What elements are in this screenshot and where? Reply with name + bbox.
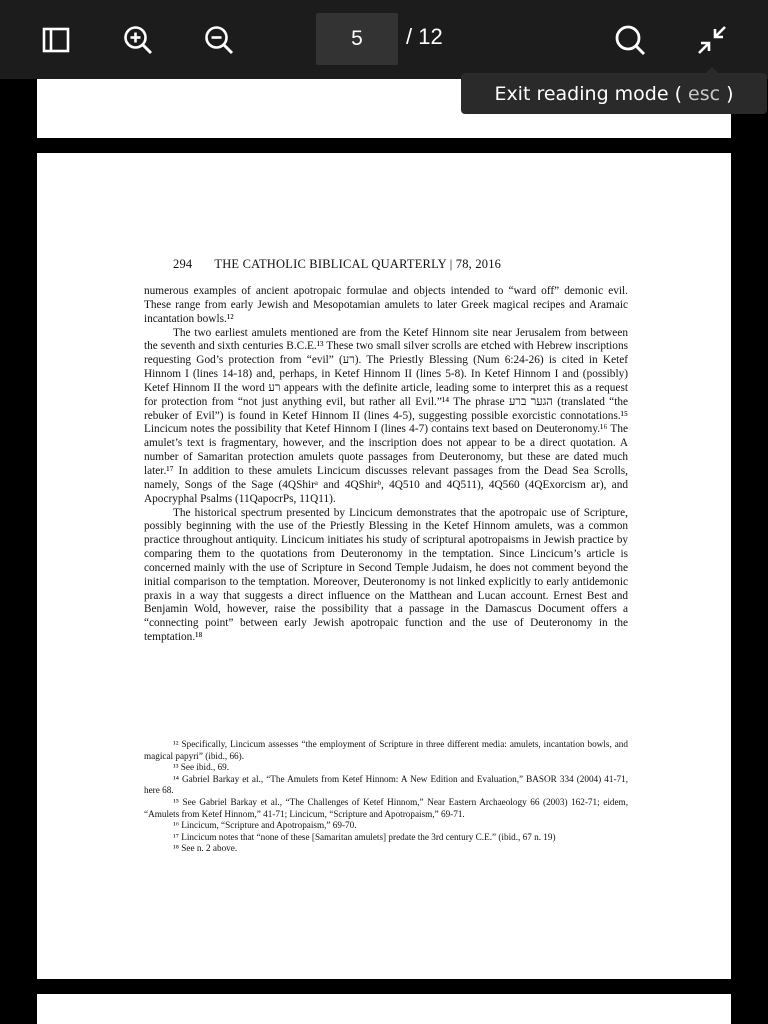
tooltip-close: ): [726, 82, 734, 105]
zoom-in-icon: [121, 23, 155, 57]
footnote: ¹⁶ Lincicum, “Scripture and Apotropaism,” 69-70.: [173, 820, 357, 831]
journal-title: THE CATHOLIC BIBLICAL QUARTERLY | 78, 2016: [214, 257, 502, 271]
running-head: [144, 257, 628, 272]
footnote: ¹² Specifically, Lincicum assesses “the employment of Scripture in three different media: amulets, incantation bowls, and magical papyri” (ibid., 66).: [144, 739, 628, 761]
footnote: ¹⁷ Lincicum notes that “none of these [Samaritan amulets] predate the 3rd century C.E.” (ibid., 67 n. 19): [173, 831, 556, 842]
paragraph: numerous examples of ancient apotropaic formulae and objects intended to “ward off” demonic evil. These range from early Jewish and Mesopotamian amulets to later Greek magical recipes and Aramaic incantation bowls.¹²: [144, 285, 628, 325]
page-total: / 12: [406, 24, 443, 49]
zoom-out-button[interactable]: [199, 20, 239, 60]
search-button[interactable]: [610, 20, 650, 60]
exit-reading-mode-button[interactable]: [692, 20, 732, 60]
sidebar-toggle-button[interactable]: [36, 20, 76, 60]
exit-reading-mode-tooltip: [461, 73, 767, 114]
footnote: ¹⁵ See Gabriel Barkay et al., “The Challenges of Ketef Hinnom,” Near Eastern Archaeology 66 (2003) 162-71; eidem, “Amulets from Ketef Hinnom,” 41-71; Lincicum, “Scripture and Apotropaism,” 69-71.: [144, 796, 628, 819]
footnotes: [144, 739, 628, 855]
zoom-out-icon: [202, 23, 236, 57]
reader-toolbar: [0, 0, 768, 79]
footnote: ¹⁴ Gabriel Barkay et al., “The Amulets from Ketef Hinnom: A New Edition and Evaluation,” BASOR 334 (2004) 41-71, here 68.: [144, 773, 628, 796]
current-page-sheet: [37, 153, 731, 979]
page-number-label: 294: [173, 257, 193, 271]
footnote: ¹⁸ See n. 2 above.: [173, 843, 238, 854]
footnote: ¹³ See ibid., 69.: [173, 762, 230, 773]
sidebar-icon: [39, 23, 73, 57]
search-icon: [613, 23, 647, 57]
minimize-arrows-icon: [695, 23, 729, 57]
page-number-input[interactable]: 5: [316, 13, 398, 65]
body-text: [144, 285, 628, 645]
paragraph: The two earliest amulets mentioned are from the Ketef Hinnom site near Jerusalem from between the seventh and sixth centuries B.C.E.¹³ These two small silver scrolls are etched with Hebrew inscriptions requesting God’s protection from “evil” (רע). The Priestly Blessing (Num 6:24-26) is cited in Ketef Hinnom I (lines 14-18) and, perhaps, in Ketef Hinnom II (lines 5-8). In Ketef Hinnom I and (possibly) Ketef Hinnom II the word רע appears with the definite article, leading some to interpret this as a request for protection from “not just anything evil, but rather all Evil.”¹⁴ The phrase הגער ברע (translated “the rebuker of Evil”) is found in Ketef Hinnom II (lines 4-5), suggesting possible exorcistic connotations.¹⁵ Lincicum notes the possibility that Ketef Hinnom I (lines 4-7) contains text based on Deuteronomy.¹⁶ The amulet’s text is fragmentary, however, and the inscription does not appear to be a direct quotation. A number of Samaritan protection amulets quote passages from Deuteronomy, but these are dated much later.¹⁷ In addition to these amulets Lincicum discusses relevant passages from the Dead Sea Scrolls, namely, Songs of the Sage (4QShirᵃ and 4QShirᵇ, 4Q510 and 4Q511), 4Q560 (4QExorcism ar), and Apocryphal Psalms (11QapocrPs, 11Q11).: [144, 326, 628, 505]
next-page-sheet: [37, 994, 731, 1024]
tooltip-key: esc: [688, 82, 721, 105]
paragraph: The historical spectrum presented by Lincicum demonstrates that the apotropaic use of Scripture, possibly beginning with the use of the Priestly Blessing in the Ketef Hinnom amulets, was a common practice throughout antiquity. Lincicum initiates his study of scriptural apotropaisms in Jewish practice by comparing them to the quotations from Deuteronomy in the temptation. Since Lincicum’s article is concerned mainly with the use of Scripture in Second Temple Judaism, he does not comment beyond the initial comparison to the temptation. Moreover, Deuteronomy is not linked explicitly to early antidemonic praxis in a way that suggests a direct influence on the Matthean and Lucan account. Ernest Best and Benjamin Wold, however, raise the possibility that a passage in the Damascus Document offers a “connecting point” between early Jewish apotropaic function and the use of Deuteronomy in the temptation.¹⁸: [144, 506, 628, 644]
tooltip-label: Exit reading mode (: [494, 82, 682, 105]
zoom-in-button[interactable]: [118, 20, 158, 60]
